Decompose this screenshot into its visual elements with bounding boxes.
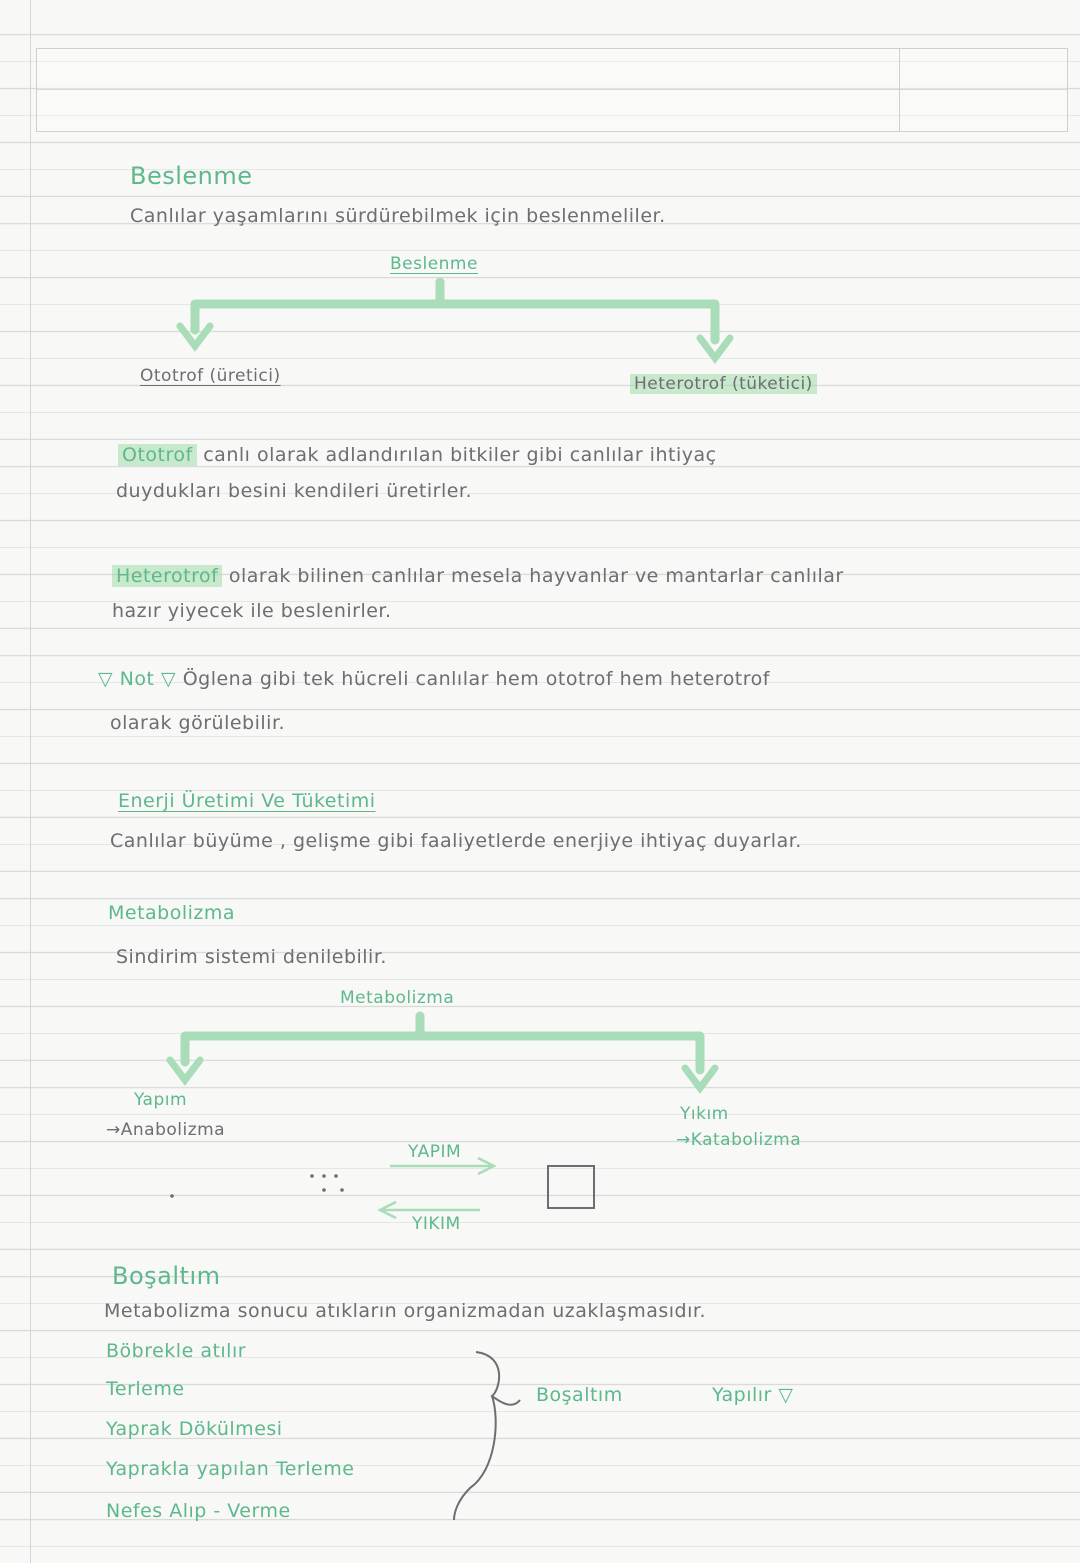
metabolizma-line: Sindirim sistemi denilebilir. — [116, 946, 387, 968]
bosaltim-result-a: Boşaltım — [536, 1384, 623, 1406]
metabolizma-diagram-root: Metabolizma — [340, 988, 455, 1008]
beslenme-title: Beslenme — [130, 162, 253, 190]
note-line-1 — [98, 668, 770, 690]
heterotrof-node — [630, 374, 817, 394]
metabolizma-branch-lines — [185, 1016, 700, 1070]
warning-icon-3: ▽ — [778, 1384, 794, 1406]
enerji-title: Enerji Üretimi Ve Tüketimi — [118, 790, 376, 812]
yapim-node: Yapım — [134, 1090, 188, 1110]
heterotrof-line-1-text: olarak bilinen canlılar mesela hayvanlar ve mantarlar canlılar — [228, 565, 844, 587]
bosaltim-item-5: Nefes Alıp - Verme — [106, 1500, 291, 1522]
beslenme-left-arrowhead — [180, 326, 210, 346]
bosaltim-result-b-text: Yapılır — [712, 1384, 772, 1406]
note-line-1-text: Öglena gibi tek hücreli canlılar hem ototrof hem heterotrof — [182, 668, 770, 690]
beslenme-branch-lines — [195, 282, 715, 340]
bosaltim-item-2: Terleme — [106, 1378, 185, 1400]
ototrof-line-2: duydukları besini kendileri üretirler. — [116, 480, 473, 502]
warning-icon: ▽ — [98, 668, 114, 690]
enerji-line: Canlılar büyüme , gelişme gibi faaliyetlerde enerjiye ihtiyaç duyarlar. — [110, 830, 802, 852]
header-column-divider — [899, 49, 900, 131]
metabolizma-title: Metabolizma — [108, 902, 236, 924]
yikim-node: Yıkım — [680, 1104, 729, 1124]
beslenme-diagram-root: Beslenme — [390, 254, 478, 274]
ototrof-node: Ototrof (üretici) — [140, 366, 281, 386]
bosaltim-item-1: Böbrekle atılır — [106, 1340, 247, 1362]
anabolizma-node: →Anabolizma — [106, 1120, 226, 1140]
metabolizma-right-arrowhead — [685, 1068, 715, 1088]
heterotrof-term: Heterotrof — [112, 565, 222, 587]
ototrof-term: Ototrof — [118, 444, 197, 466]
bosaltim-item-4: Yaprakla yapılan Terleme — [106, 1458, 355, 1480]
metabolizma-left-arrowhead — [170, 1060, 200, 1080]
heterotrof-line-2: hazır yiyecek ile beslenirler. — [112, 600, 392, 622]
header-box — [36, 48, 1068, 132]
beslenme-intro: Canlılar yaşamlarını sürdürebilmek için beslenmeliler. — [130, 205, 666, 227]
bosaltim-brace — [454, 1352, 520, 1520]
yapim-arrow-label: YAPIM — [408, 1142, 462, 1162]
ototrof-line-1-text: canlı olarak adlandırılan bitkiler gibi canlılar ihtiyaç — [203, 444, 717, 466]
heterotrof-node-label: Heterotrof (tüketici) — [630, 374, 817, 394]
bosaltim-result-b — [712, 1384, 794, 1406]
ototrof-line-1 — [118, 444, 717, 466]
header-divider — [37, 89, 1067, 90]
warning-icon-2: ▽ — [161, 668, 177, 690]
bosaltim-line: Metabolizma sonucu atıkların organizmadan uzaklaşmasıdır. — [104, 1300, 706, 1322]
bosaltim-item-3: Yaprak Dökülmesi — [106, 1418, 283, 1440]
heterotrof-line-1 — [112, 565, 844, 587]
yikim-arrow-label: YIKIM — [412, 1214, 461, 1234]
note-label: Not — [119, 668, 155, 690]
katabolizma-node: →Katabolizma — [676, 1130, 802, 1150]
bosaltim-title: Boşaltım — [112, 1262, 221, 1290]
square-shape — [548, 1166, 594, 1208]
margin-line — [30, 0, 31, 1563]
beslenme-right-arrowhead — [700, 338, 730, 358]
note-line-2: olarak görülebilir. — [110, 712, 286, 734]
